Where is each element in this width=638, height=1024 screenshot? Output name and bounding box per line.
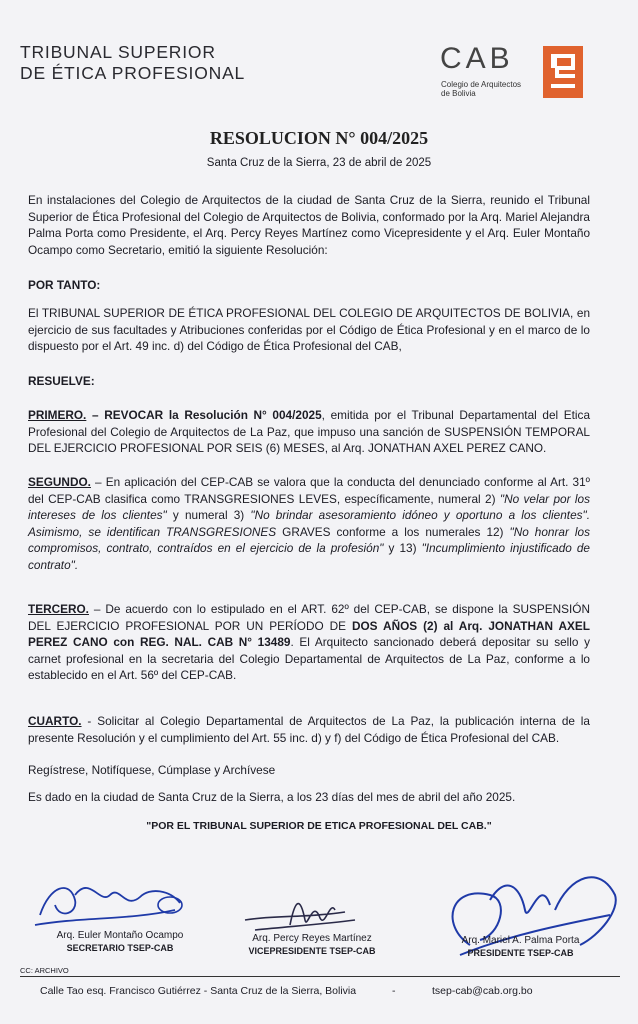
logo-text: CAB	[440, 42, 514, 75]
org-name	[20, 42, 245, 84]
registrese-line: Regístrese, Notifíquese, Cúmplase y Archívese	[28, 763, 276, 777]
signature-role: SECRETARIO TSEP-CAB	[66, 943, 174, 953]
cuarto-paragraph	[28, 713, 590, 746]
logo-subtitle-line2: de Bolivia	[441, 89, 476, 98]
segundo-text2: y numeral 3)	[166, 508, 251, 523]
tercero-bold: DOS AÑOS (2) al Arq. JONATHAN AXEL PEREZ CANO con REG. NAL. CAB N° 13489	[28, 618, 590, 650]
primero-bold: – REVOCAR la Resolución N° 004/2025	[86, 408, 322, 422]
cab-logo	[440, 42, 585, 104]
segundo-quote2: "No brindar asesoramiento idóneo y oportuno a los clientes". Asimismo, se identifican TRANSGRESIONES	[28, 508, 590, 539]
dateline: Santa Cruz de la Sierra, 23 de abril de 2025	[206, 157, 432, 169]
segundo-text1: – En aplicación del CEP-CAB se valora que la conducta del denunciado conforme al Art. 31º del CEP-CAB clasifica como TRANSGRESIONES LEVES, específicamente, numeral 2)	[28, 475, 590, 506]
por-tanto-heading: POR TANTO:	[28, 278, 101, 292]
signature-name: Arq. Mariel A. Palma Porta	[461, 935, 580, 946]
segundo-text4: y 13)	[383, 541, 422, 556]
logo-subtitle	[441, 80, 521, 98]
cuarto-label: CUARTO.	[28, 714, 82, 728]
segundo-paragraph	[28, 474, 590, 574]
resuelve-heading: RESUELVE:	[28, 374, 95, 388]
primero-text: , emitida por el Tribunal Departamental del Etica Profesional del Colegio de Arquitectos de La Paz, que impuso una sanción de SUSPENSIÓN TEMPORAL DEL EJERCICIO PROFESIONAL POR SEIS (6) MESES, al Arq. JONATHAN AXEL PEREZ CANO.	[28, 408, 591, 456]
org-name-line2: DE ÉTICA PROFESIONAL	[20, 63, 246, 83]
footer-email: tsep-cab@cab.org.bo	[432, 985, 533, 997]
signature-block-presidente	[438, 934, 603, 960]
signature-name: Arq. Percy Reyes Martínez	[252, 933, 372, 944]
logo-mark-icon	[543, 46, 583, 98]
signature-block-vicepresidente	[232, 932, 392, 958]
tercero-paragraph	[28, 601, 590, 684]
segundo-label: SEGUNDO.	[28, 475, 91, 489]
segundo-quote3: "No honrar los compromisos, contrato, contraídos en el ejercicio de la profesión"	[28, 524, 590, 556]
signature-role: VICEPRESIDENTE TSEP-CAB	[248, 946, 376, 956]
segundo-text3: GRAVES conforme a los numerales 12)	[276, 524, 510, 539]
intro-paragraph: En instalaciones del Colegio de Arquitectos de la ciudad de Santa Cruz de la Sierra, reunido el Tribunal Superior de Ética Profesional del Colegio de Arquitectos de Bolivia, conformado por la Arq. Mariel Alejandra Palma Porta como Presidente, el Arq. Percy Reyes Martínez como Vicepresidente y el Arq. Euler Montaño Ocampo como Secretario, emitió la siguiente Resolución:	[28, 193, 590, 257]
signature-block-secretario	[40, 929, 200, 955]
footer-divider	[20, 976, 620, 977]
tercero-text2: . El Arquitecto sancionado deberá depositar su sello y carnet profesional en la secretaria del Colegio Departamental de Arquitectos de La Paz, conforme a lo establecido en el Art. 56º del CEP-CAB.	[28, 635, 590, 683]
logo-subtitle-line1: Colegio de Arquitectos	[441, 80, 522, 89]
primero-label: PRIMERO.	[28, 408, 87, 422]
closing-line: "POR EL TRIBUNAL SUPERIOR DE ETICA PROFESIONAL DEL CAB."	[146, 820, 492, 832]
tercero-text1: – De acuerdo con lo estipulado en el ART. 62º del CEP-CAB, se dispone la SUSPENSIÓN DEL EJERCICIO PROFESIONAL POR UN PERÍODO DE	[28, 602, 590, 633]
por-tanto-paragraph: El TRIBUNAL SUPERIOR DE ÉTICA PROFESIONAL DEL COLEGIO DE ARQUITECTOS DE BOLIVIA, en ejercicio de sus facultades y Atribuciones conferidas por el Código de Ética Profesional y en el marco de lo dispuesto por el Art. 49 inc. d) del Código de Ética Profesional del CAB,	[28, 306, 590, 354]
signature-name: Arq. Euler Montaño Ocampo	[56, 930, 184, 941]
signature-secretario-icon	[30, 865, 190, 935]
cuarto-text: - Solicitar al Colegio Departamental de Arquitectos de La Paz, la publicación interna de la presente Resolución y el cumplimiento del Art. 55 inc. d) y f) del Código de Ética Profesional del CAB.	[28, 714, 590, 745]
tercero-label: TERCERO.	[28, 602, 89, 616]
footer-address: Calle Tao esq. Francisco Gutiérrez - Santa Cruz de la Sierra, Bolivia	[40, 985, 357, 997]
dado-line: Es dado en la ciudad de Santa Cruz de la Sierra, a los 23 días del mes de abril del año 2025.	[28, 790, 516, 804]
primero-paragraph	[28, 407, 590, 457]
signature-role: PRESIDENTE TSEP-CAB	[467, 948, 574, 958]
cc-note: CC: ARCHIVO	[20, 966, 69, 975]
org-name-line1: TRIBUNAL SUPERIOR	[20, 42, 216, 62]
segundo-quote1: "No velar por los intereses de los clientes"	[28, 491, 590, 523]
resolution-title: RESOLUCION N° 004/2025	[209, 128, 429, 148]
footer-separator: -	[392, 985, 396, 997]
segundo-quote4: "Incumplimiento injustificado de contrato".	[28, 541, 590, 572]
